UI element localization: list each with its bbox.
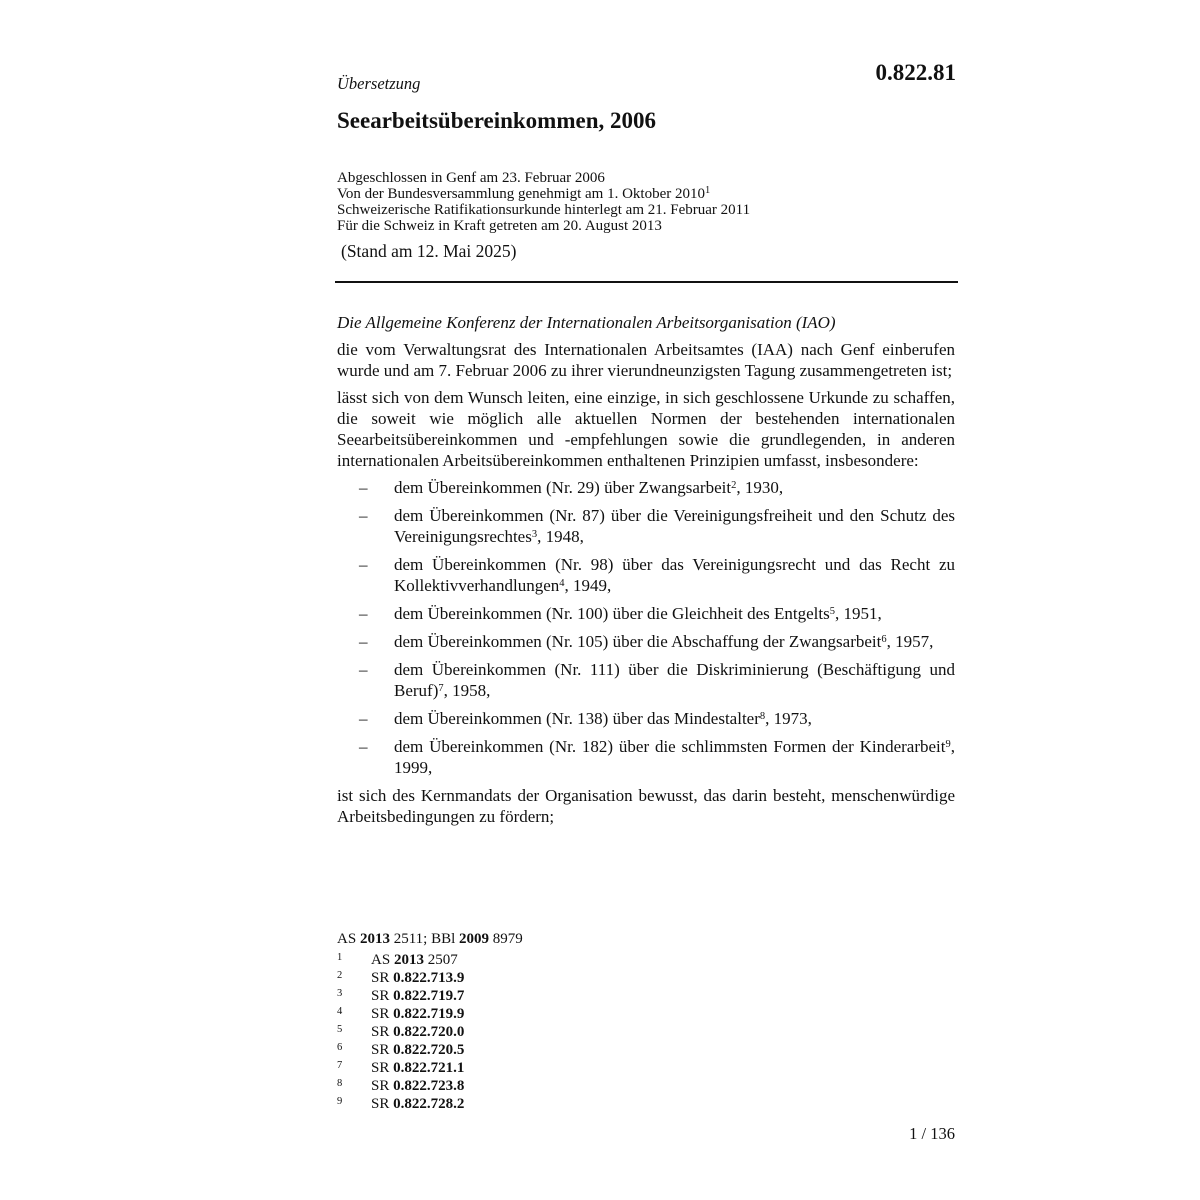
- meta-approved-text: Von der Bundesversammlung genehmigt am 1. Oktober 2010: [337, 186, 705, 202]
- list-item: – dem Übereinkommen (Nr. 100) über die Gleichheit des Entgelts$^5$, 1951,: [359, 604, 882, 623]
- status-date: (Stand am 12. Mai 2025): [341, 241, 517, 261]
- list-item: – dem Übereinkommen (Nr. 138) über das Mindestalter$^8$, 1973,: [359, 709, 812, 728]
- list-item: – dem Übereinkommen (Nr. 87) über die Vereinigungsfreiheit und den Schutz des Vereinigungsrechtes$^3$, 1948,: [359, 506, 955, 546]
- footnote-ref-8: 8: [759, 711, 766, 722]
- list-item: – dem Übereinkommen (Nr. 98) über das Vereinigungsrecht und das Recht zu Kollektivverhandlungen$^4$, 1949,: [359, 555, 955, 595]
- dash-bullet: –: [359, 555, 368, 574]
- footnote-ref-6: 6: [881, 634, 887, 645]
- official-source-note: AS 2013 2511; BBl 2009 8979: [337, 931, 523, 947]
- footnote-number: 4: [337, 1006, 343, 1017]
- list-item: – dem Übereinkommen (Nr. 182) über die schlimmsten Formen der Kinderarbeit$^9$, 1999,: [359, 737, 955, 777]
- footnote-ref-3: 3: [531, 529, 538, 540]
- footnote: 3 SR 0.822.719.7: [337, 988, 465, 1004]
- dash-bullet: –: [359, 506, 368, 525]
- footnote: 6 SR 0.822.720.5: [337, 1042, 465, 1058]
- footnote-number: 3: [337, 988, 343, 999]
- footnote: 1 AS 2013 2507: [337, 952, 458, 968]
- paragraph-instrument: lässt sich von dem Wunsch leiten, eine einzige, in sich geschlossene Urkunde zu schaffen, die soweit wie möglich alle aktuellen Normen der bestehenden internationalen Seearbeitsübereinkommen und -empfehlungen sowie die grundlegenden, in anderen internationalen Arbeitsübereinkommen enthaltenen Prinzipien umfasst, insbesondere:: [337, 388, 955, 470]
- dash-bullet: –: [359, 632, 368, 651]
- footnote: 8 SR 0.822.723.8: [337, 1078, 465, 1094]
- footnote-ref-2: 2: [731, 480, 737, 491]
- footnote: 9 SR 0.822.728.2: [337, 1096, 465, 1112]
- footnote-number: 8: [337, 1078, 343, 1089]
- page-number: 1 / 136: [909, 1124, 955, 1143]
- dash-bullet: –: [359, 604, 368, 623]
- meta-in-force: Für die Schweiz in Kraft getreten am 20. August 2013: [337, 218, 662, 234]
- footnote-ref-7: 7: [438, 683, 444, 694]
- footnote: 4 SR 0.822.719.9: [337, 1006, 465, 1022]
- preamble-heading: Die Allgemeine Konferenz der Internationalen Arbeitsorganisation (IAO): [337, 313, 836, 332]
- meta-approved: [337, 186, 750, 202]
- footnote-number: 9: [337, 1096, 343, 1107]
- list-item: – dem Übereinkommen (Nr. 111) über die Diskriminierung (Beschäftigung und Beruf)$^7$, 1958,: [359, 660, 955, 700]
- footnote-number: 6: [337, 1042, 343, 1053]
- footnote-ref-4: 4: [559, 578, 565, 589]
- footnote: 2 SR 0.822.713.9: [337, 970, 465, 986]
- dash-bullet: –: [359, 737, 368, 756]
- footnote-ref-9: 9: [945, 739, 951, 750]
- footnote-number: 1: [337, 952, 343, 963]
- footnote-number: 7: [337, 1060, 343, 1071]
- sr-number: 0.822.81: [875, 60, 956, 85]
- footnote-number: 5: [337, 1024, 343, 1035]
- paragraph-convened: die vom Verwaltungsrat des Internationalen Arbeitsamtes (IAA) nach Genf einberufen wurde und am 7. Februar 2006 zu ihrer vierundneunzigsten Tagung zusammengetreten ist;: [337, 340, 955, 380]
- footnote: 5 SR 0.822.720.0: [337, 1024, 465, 1040]
- dash-bullet: –: [359, 478, 368, 497]
- footnote-ref-1: 1: [705, 185, 711, 196]
- dash-bullet: –: [359, 660, 368, 679]
- list-item: – dem Übereinkommen (Nr. 29) über Zwangsarbeit$^2$, 1930,: [359, 478, 784, 497]
- dash-bullet: –: [359, 709, 368, 728]
- list-item: – dem Übereinkommen (Nr. 105) über die Abschaffung der Zwangsarbeit$^6$, 1957,: [359, 632, 934, 651]
- document-metadata: [337, 170, 750, 234]
- header-divider: [335, 281, 958, 283]
- convention-list: [337, 477, 955, 778]
- footnotes: [337, 950, 464, 1112]
- footnote: 7 SR 0.822.721.1: [337, 1060, 465, 1076]
- page-title: Seearbeitsübereinkommen, 2006: [337, 108, 657, 133]
- meta-concluded: Abgeschlossen in Genf am 23. Februar 2006: [337, 170, 605, 186]
- meta-ratification: Schweizerische Ratifikationsurkunde hinterlegt am 21. Februar 2011: [337, 202, 751, 218]
- translation-label: Übersetzung: [337, 74, 421, 93]
- footnote-ref-5: 5: [829, 606, 835, 617]
- paragraph-mandate: ist sich des Kernmandats der Organisation bewusst, das darin besteht, menschenwürdige Arbeitsbedingungen zu fördern;: [337, 786, 955, 826]
- footnote-number: 2: [337, 970, 343, 981]
- preamble: [337, 312, 955, 833]
